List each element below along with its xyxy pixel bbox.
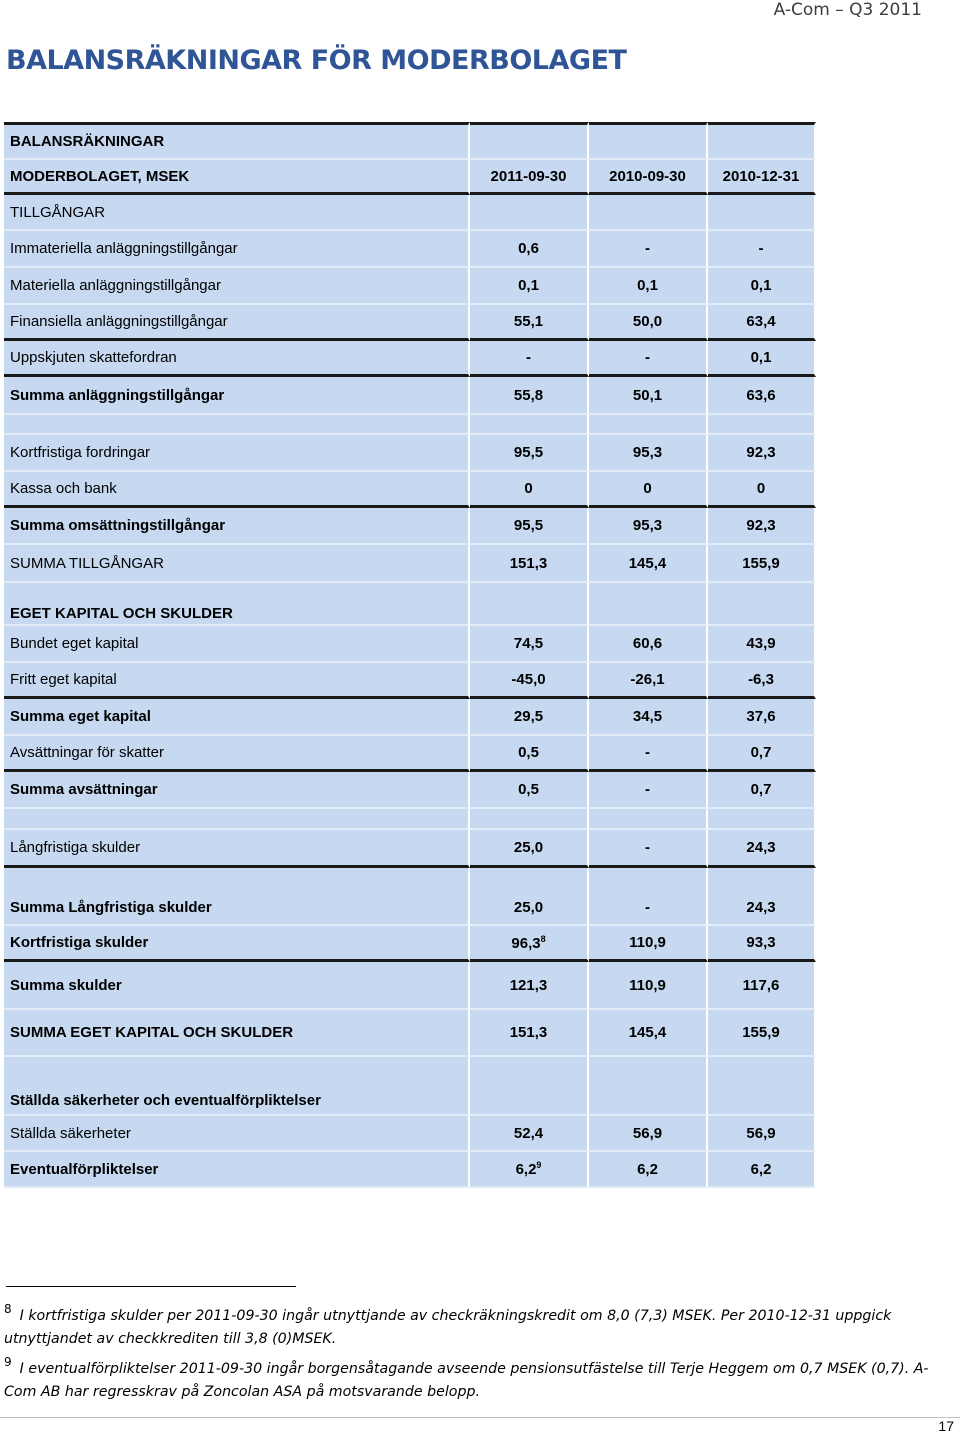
row-label: EGET KAPITAL OCH SKULDER xyxy=(4,583,470,626)
cell-value: 0 xyxy=(470,472,589,508)
footnote-separator xyxy=(6,1286,296,1287)
page-footer-rule xyxy=(0,1417,960,1418)
row-label: Materiella anläggningstillgångar xyxy=(4,268,470,305)
table-row xyxy=(4,415,816,435)
cell-value: 0,5 xyxy=(470,772,589,809)
cell-value: 95,3 xyxy=(589,508,708,545)
page-number: 17 xyxy=(938,1418,954,1434)
cell-value: 50,1 xyxy=(589,377,708,415)
row-label: Summa anläggningstillgångar xyxy=(4,377,470,415)
cell-value xyxy=(708,195,816,231)
footnotes xyxy=(4,1298,944,1404)
table-row xyxy=(4,195,816,231)
cell-value: - xyxy=(589,772,708,809)
row-label: Avsättningar för skatter xyxy=(4,736,470,772)
cell-value: 121,3 xyxy=(470,962,589,1010)
cell-value: 0 xyxy=(708,472,816,508)
cell-value: 37,6 xyxy=(708,699,816,736)
cell-value: 43,9 xyxy=(708,626,816,663)
row-label: Bundet eget kapital xyxy=(4,626,470,663)
cell-value: 0,6 xyxy=(470,231,589,268)
column-header: 2010-09-30 xyxy=(589,160,708,195)
cell-value: 50,0 xyxy=(589,305,708,341)
cell-value: 95,5 xyxy=(470,508,589,545)
cell-value: 55,8 xyxy=(470,377,589,415)
cell-value: - xyxy=(589,231,708,268)
cell-value xyxy=(589,195,708,231)
cell-value: 25,0 xyxy=(470,830,589,868)
table-row xyxy=(4,868,816,926)
unit-label: MODERBOLAGET, MSEK xyxy=(4,160,470,195)
row-label: Långfristiga skulder xyxy=(4,830,470,868)
cell-value: 56,9 xyxy=(589,1116,708,1152)
cell-value: 0,1 xyxy=(470,268,589,305)
table-row xyxy=(4,772,816,809)
cell-value: 52,4 xyxy=(470,1116,589,1152)
cell-value: 110,9 xyxy=(589,926,708,962)
cell-value xyxy=(470,1152,589,1188)
cell-value: 74,5 xyxy=(470,626,589,663)
table-row xyxy=(4,809,816,830)
document-reference: A-Com – Q3 2011 xyxy=(773,0,922,20)
table-title: BALANSRÄKNINGAR xyxy=(4,122,470,160)
cell-value: 155,9 xyxy=(708,545,816,583)
row-label: Kortfristiga fordringar xyxy=(4,435,470,472)
cell-value: 55,1 xyxy=(470,305,589,341)
cell-value: 0,1 xyxy=(708,341,816,377)
cell-value xyxy=(470,926,589,962)
cell-value: - xyxy=(470,341,589,377)
row-label xyxy=(4,809,470,830)
row-label: Ställda säkerheter och eventualförpliktelser xyxy=(4,1057,470,1116)
row-label: SUMMA EGET KAPITAL OCH SKULDER xyxy=(4,1010,470,1057)
table-row xyxy=(4,472,816,508)
table-row xyxy=(4,231,816,268)
cell-value: 6,2 xyxy=(589,1152,708,1188)
cell-value: 145,4 xyxy=(589,545,708,583)
row-label: Summa Långfristiga skulder xyxy=(4,868,470,926)
row-label: Summa omsättningstillgångar xyxy=(4,508,470,545)
table-row xyxy=(4,663,816,699)
cell-value-text: 96,3 xyxy=(511,934,541,952)
table-row xyxy=(4,830,816,868)
page-title: BALANSRÄKNINGAR FÖR MODERBOLAGET xyxy=(6,45,627,76)
cell-value: 110,9 xyxy=(589,962,708,1010)
table-row xyxy=(4,962,816,1010)
cell-value: -45,0 xyxy=(470,663,589,699)
cell-value: 6,2 xyxy=(708,1152,816,1188)
cell-value: -6,3 xyxy=(708,663,816,699)
row-label: Fritt eget kapital xyxy=(4,663,470,699)
cell-value: 95,5 xyxy=(470,435,589,472)
row-label: TILLGÅNGAR xyxy=(4,195,470,231)
cell-value: 60,6 xyxy=(589,626,708,663)
table-row xyxy=(4,926,816,962)
cell-value: 63,6 xyxy=(708,377,816,415)
footnote-8 xyxy=(4,1298,944,1351)
cell-value: 95,3 xyxy=(589,435,708,472)
table-row xyxy=(4,305,816,341)
row-label: Uppskjuten skattefordran xyxy=(4,341,470,377)
row-label: Kassa och bank xyxy=(4,472,470,508)
row-label xyxy=(4,415,470,435)
cell-value: 0 xyxy=(589,472,708,508)
column-header: 2011-09-30 xyxy=(470,160,589,195)
cell-value: - xyxy=(708,231,816,268)
cell-value: 24,3 xyxy=(708,830,816,868)
table-row xyxy=(4,699,816,736)
footnote-ref-9: 9 xyxy=(536,1160,542,1170)
cell-value: 92,3 xyxy=(708,508,816,545)
footnote-ref-8: 8 xyxy=(540,933,546,944)
cell-value: 24,3 xyxy=(708,868,816,926)
cell-value: 29,5 xyxy=(470,699,589,736)
cell-value: 0,1 xyxy=(708,268,816,305)
table-row xyxy=(4,377,816,415)
cell-value: 117,6 xyxy=(708,962,816,1010)
row-label: Summa avsättningar xyxy=(4,772,470,809)
footnote-9 xyxy=(4,1351,944,1404)
cell-value: - xyxy=(589,736,708,772)
cell-value: - xyxy=(589,868,708,926)
balance-sheet-table xyxy=(4,122,816,1188)
table-row xyxy=(4,1010,816,1057)
cell-value: 0,1 xyxy=(589,268,708,305)
cell-value: 93,3 xyxy=(708,926,816,962)
cell-value: - xyxy=(589,341,708,377)
cell-value xyxy=(470,195,589,231)
table-row xyxy=(4,435,816,472)
row-label: Kortfristiga skulder xyxy=(4,926,470,962)
cell-value: - xyxy=(589,830,708,868)
footnote-mark: 9 xyxy=(4,1355,12,1369)
table-row xyxy=(4,583,816,626)
cell-value: 0,5 xyxy=(470,736,589,772)
cell-value: 155,9 xyxy=(708,1010,816,1057)
cell-value: 151,3 xyxy=(470,1010,589,1057)
cell-value: 151,3 xyxy=(470,545,589,583)
row-label: Finansiella anläggningstillgångar xyxy=(4,305,470,341)
footnote-text: I kortfristiga skulder per 2011-09-30 ingår utnyttjande av checkräkningskredit om 8,0 (7,3) MSEK. Per 2010-12-31 uppgick utnyttjandet av checkkrediten till 3,8 (0)MSEK. xyxy=(4,1308,892,1347)
footnote-mark: 8 xyxy=(4,1302,12,1316)
row-label: SUMMA TILLGÅNGAR xyxy=(4,545,470,583)
cell-value: 56,9 xyxy=(708,1116,816,1152)
cell-value: 25,0 xyxy=(470,868,589,926)
table-row xyxy=(4,626,816,663)
table-row xyxy=(4,545,816,583)
table-row xyxy=(4,1152,816,1188)
column-header: 2010-12-31 xyxy=(708,160,816,195)
table-row xyxy=(4,1057,816,1116)
cell-value: 0,7 xyxy=(708,772,816,809)
row-label: Eventualförpliktelser xyxy=(4,1152,470,1188)
row-label: Summa skulder xyxy=(4,962,470,1010)
table-row xyxy=(4,268,816,305)
footnote-text: I eventualförpliktelser 2011-09-30 ingår borgensåtagande avseende pensionsutfästelse till Terje Heggem om 0,7 MSEK (0,7). A-Com AB har regresskrav på Zoncolan ASA på motsvarande belopp. xyxy=(4,1361,929,1400)
table-row xyxy=(4,736,816,772)
row-label: Ställda säkerheter xyxy=(4,1116,470,1152)
cell-value: 63,4 xyxy=(708,305,816,341)
cell-value: 145,4 xyxy=(589,1010,708,1057)
cell-value: -26,1 xyxy=(589,663,708,699)
cell-value: 92,3 xyxy=(708,435,816,472)
cell-value: 0,7 xyxy=(708,736,816,772)
row-label: Immateriella anläggningstillgångar xyxy=(4,231,470,268)
table-row xyxy=(4,341,816,377)
row-label: Summa eget kapital xyxy=(4,699,470,736)
table-row xyxy=(4,1116,816,1152)
cell-value: 34,5 xyxy=(589,699,708,736)
table-row xyxy=(4,508,816,545)
cell-value-text: 6,2 xyxy=(515,1161,537,1178)
